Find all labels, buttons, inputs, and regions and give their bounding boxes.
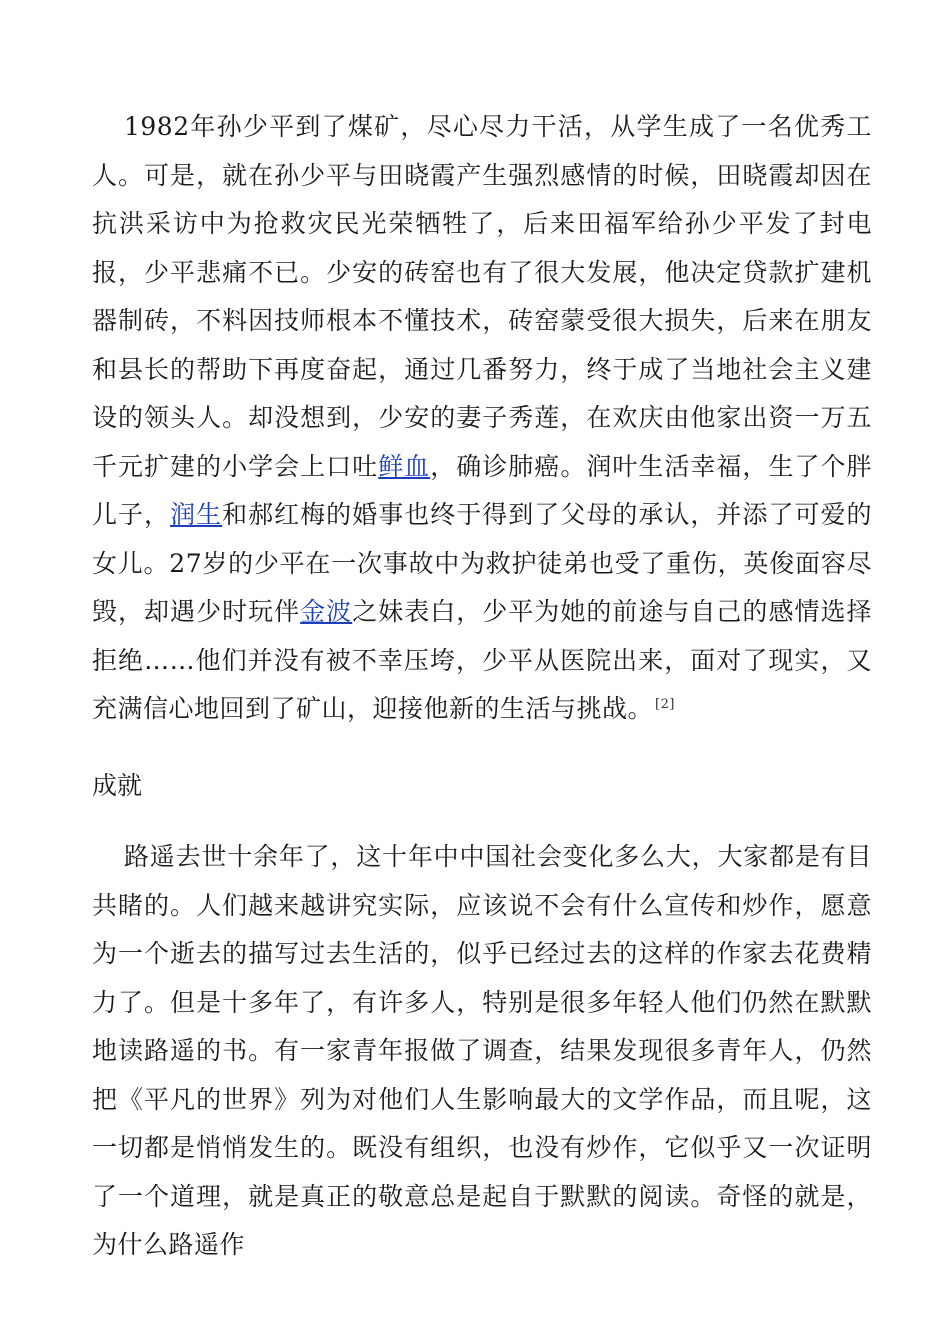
section-heading: 成就: [92, 771, 143, 800]
plot-text-part-2: ，确诊肺癌。润叶生活幸福，生了个胖儿子，: [92, 451, 872, 529]
plot-text-part-3: 和郝红梅的婚事也终于得到了父母的承认，并添了可爱的女儿。27岁的少平在一次事故中为救护徒弟也受了重伤，英俊面容尽毁，却遇少时玩伴: [92, 500, 872, 626]
reference-marker[interactable]: [2]: [655, 696, 675, 712]
plot-text-part-1: 1982年孙少平到了煤矿，尽心尽力干活，从学生成了一名优秀工人。可是，就在孙少平与田晓霞产生强烈感情的时候，田晓霞却因在抗洪采访中为抢救灾民光荣牺牲了，后来田福军给孙少平发了封电报，少平悲痛不已。少安的砖窑也有了很大发展，他决定贷款扩建机器制砖，不料因技师根本不懂技术，砖窑蒙受很大损失，后来在朋友和县长的帮助下再度奋起，通过几番努力，终于成了当地社会主义建设的领头人。却没想到，少安的妻子秀莲，在欢庆由他家出资一万五千元扩建的小学会上口吐: [92, 112, 872, 481]
link-runsheng[interactable]: 润生: [170, 500, 223, 529]
plot-paragraph: [92, 103, 872, 734]
plot-text-part-4: 之妹表白，少平为她的前途与自己的感情选择拒绝……他们并没有被不幸压垮，少平从医院出来，面对了现实，又充满信心地回到了矿山，迎接他新的生活与挑战。: [92, 597, 872, 723]
achievement-paragraph: 路遥去世十余年了，这十年中中国社会变化多么大，大家都是有目共睹的。人们越来越讲究实际，应该说不会有什么宣传和炒作，愿意为一个逝去的描写过去生活的，似乎已经过去的这样的作家去花费精力了。但是十多年了，有许多人，特别是很多年轻人他们仍然在默默地读路遥的书。有一家青年报做了调查，结果发现很多青年人，仍然把《平凡的世界》列为对他们人生影响最大的文学作品，而且呢，这一切都是悄悄发生的。既没有组织，也没有炒作，它似乎又一次证明了一个道理，就是真正的敬意总是起自于默默的阅读。奇怪的就是，为什么路遥作: [92, 842, 872, 1259]
link-jinbo[interactable]: 金波: [300, 597, 353, 626]
link-xianxue[interactable]: 鲜血: [378, 451, 431, 481]
